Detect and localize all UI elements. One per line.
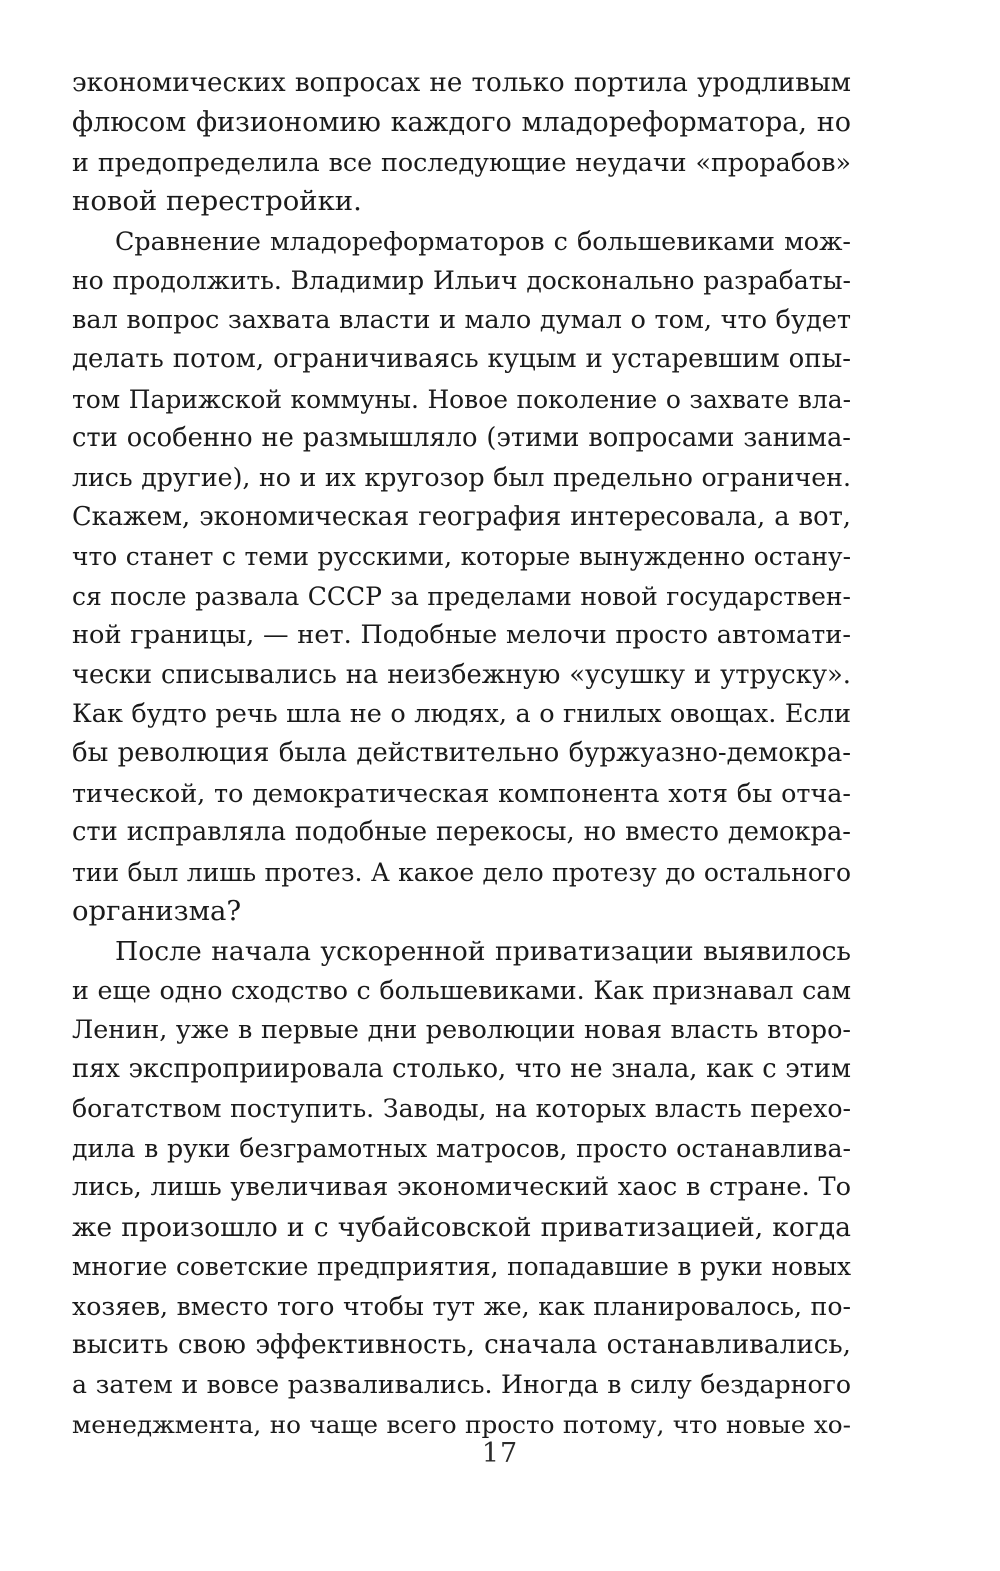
text-line: многие советские предприятия, попадавшие в руки новых — [72, 1252, 851, 1282]
page-number: 17 — [481, 1438, 519, 1469]
text-line: Ленин, уже в первые дни революции новая власть второ- — [72, 1014, 851, 1045]
body-text — [72, 64, 851, 1444]
text-line: лись другие), но и их кругозор был предельно ограничен. — [72, 463, 851, 493]
text-line: ной границы, — нет. Подобные мелочи просто автомати- — [72, 620, 851, 651]
text-line: дила в руки безграмотных матросов, просто останавлива- — [72, 1133, 851, 1163]
text-line: менеджмента, но чаще всего просто потому, что новые хо- — [72, 1409, 851, 1439]
paragraph — [72, 64, 851, 222]
text-line: делать потом, ограничиваясь куцым и устаревшим опы- — [72, 344, 851, 375]
text-line: же произошло и с чубайсовской приватизацией, когда — [72, 1211, 851, 1243]
text-line: бы революция была действительно буржуазно-демокра- — [72, 738, 851, 769]
text-line: сти исправляла подобные перекосы, но вместо демокра- — [72, 817, 851, 848]
text-line: флюсом физиономию каждого младореформатора, но — [72, 107, 851, 139]
text-line: высить свою эффективность, сначала останавливались, — [72, 1330, 851, 1360]
text-line: тической, то демократическая компонента хотя бы отча- — [72, 777, 851, 808]
paragraph — [72, 932, 851, 1445]
text-line: ся после развала СССР за пределами новой государствен- — [72, 581, 851, 611]
text-line: и предопределила все последующие неудачи «прорабов» — [72, 146, 851, 177]
text-line: том Парижской коммуны. Новое поколение о захвате вла- — [72, 384, 851, 414]
text-line: Скажем, экономическая география интересовала, а вот, — [72, 501, 851, 532]
text-line: новой перестройки. — [72, 185, 362, 218]
text-line: лись, лишь увеличивая экономический хаос в стране. То — [72, 1172, 851, 1203]
text-line: но продолжить. Владимир Ильич досконально разрабаты- — [72, 266, 851, 296]
text-line: чески списывались на неизбежную «усушку и утруску». — [72, 659, 851, 690]
text-line: Сравнение младореформаторов с большевиками мож- — [115, 225, 851, 256]
text-line: что станет с теми русскими, которые вынужденно остану- — [72, 542, 851, 572]
text-line: Как будто речь шла не о людях, а о гнилых овощах. Если — [72, 699, 851, 729]
text-line: богатством поступить. Заводы, на которых власть перехо- — [72, 1094, 851, 1124]
text-line: организма? — [72, 895, 242, 928]
text-line: сти особенно не размышляло (этими вопросами занима- — [72, 422, 851, 453]
text-line: вал вопрос захвата власти и мало думал о том, что будет — [72, 304, 851, 335]
paragraph — [72, 222, 851, 932]
text-line: экономических вопросах не только портила уродливым — [72, 68, 851, 98]
text-line: пях экспроприировала столько, что не знала, как с этим — [72, 1053, 851, 1084]
text-line: тии был лишь протез. А какое дело протезу до остального — [72, 857, 851, 887]
text-line: а затем и вовсе разваливались. Иногда в силу бездарного — [72, 1370, 851, 1400]
text-line: и еще одно сходство с большевиками. Как признавал сам — [72, 976, 851, 1006]
text-line: хозяев, вместо того чтобы тут же, как планировалось, по- — [72, 1291, 851, 1321]
text-line: После начала ускоренной приватизации выявилось — [115, 935, 851, 967]
